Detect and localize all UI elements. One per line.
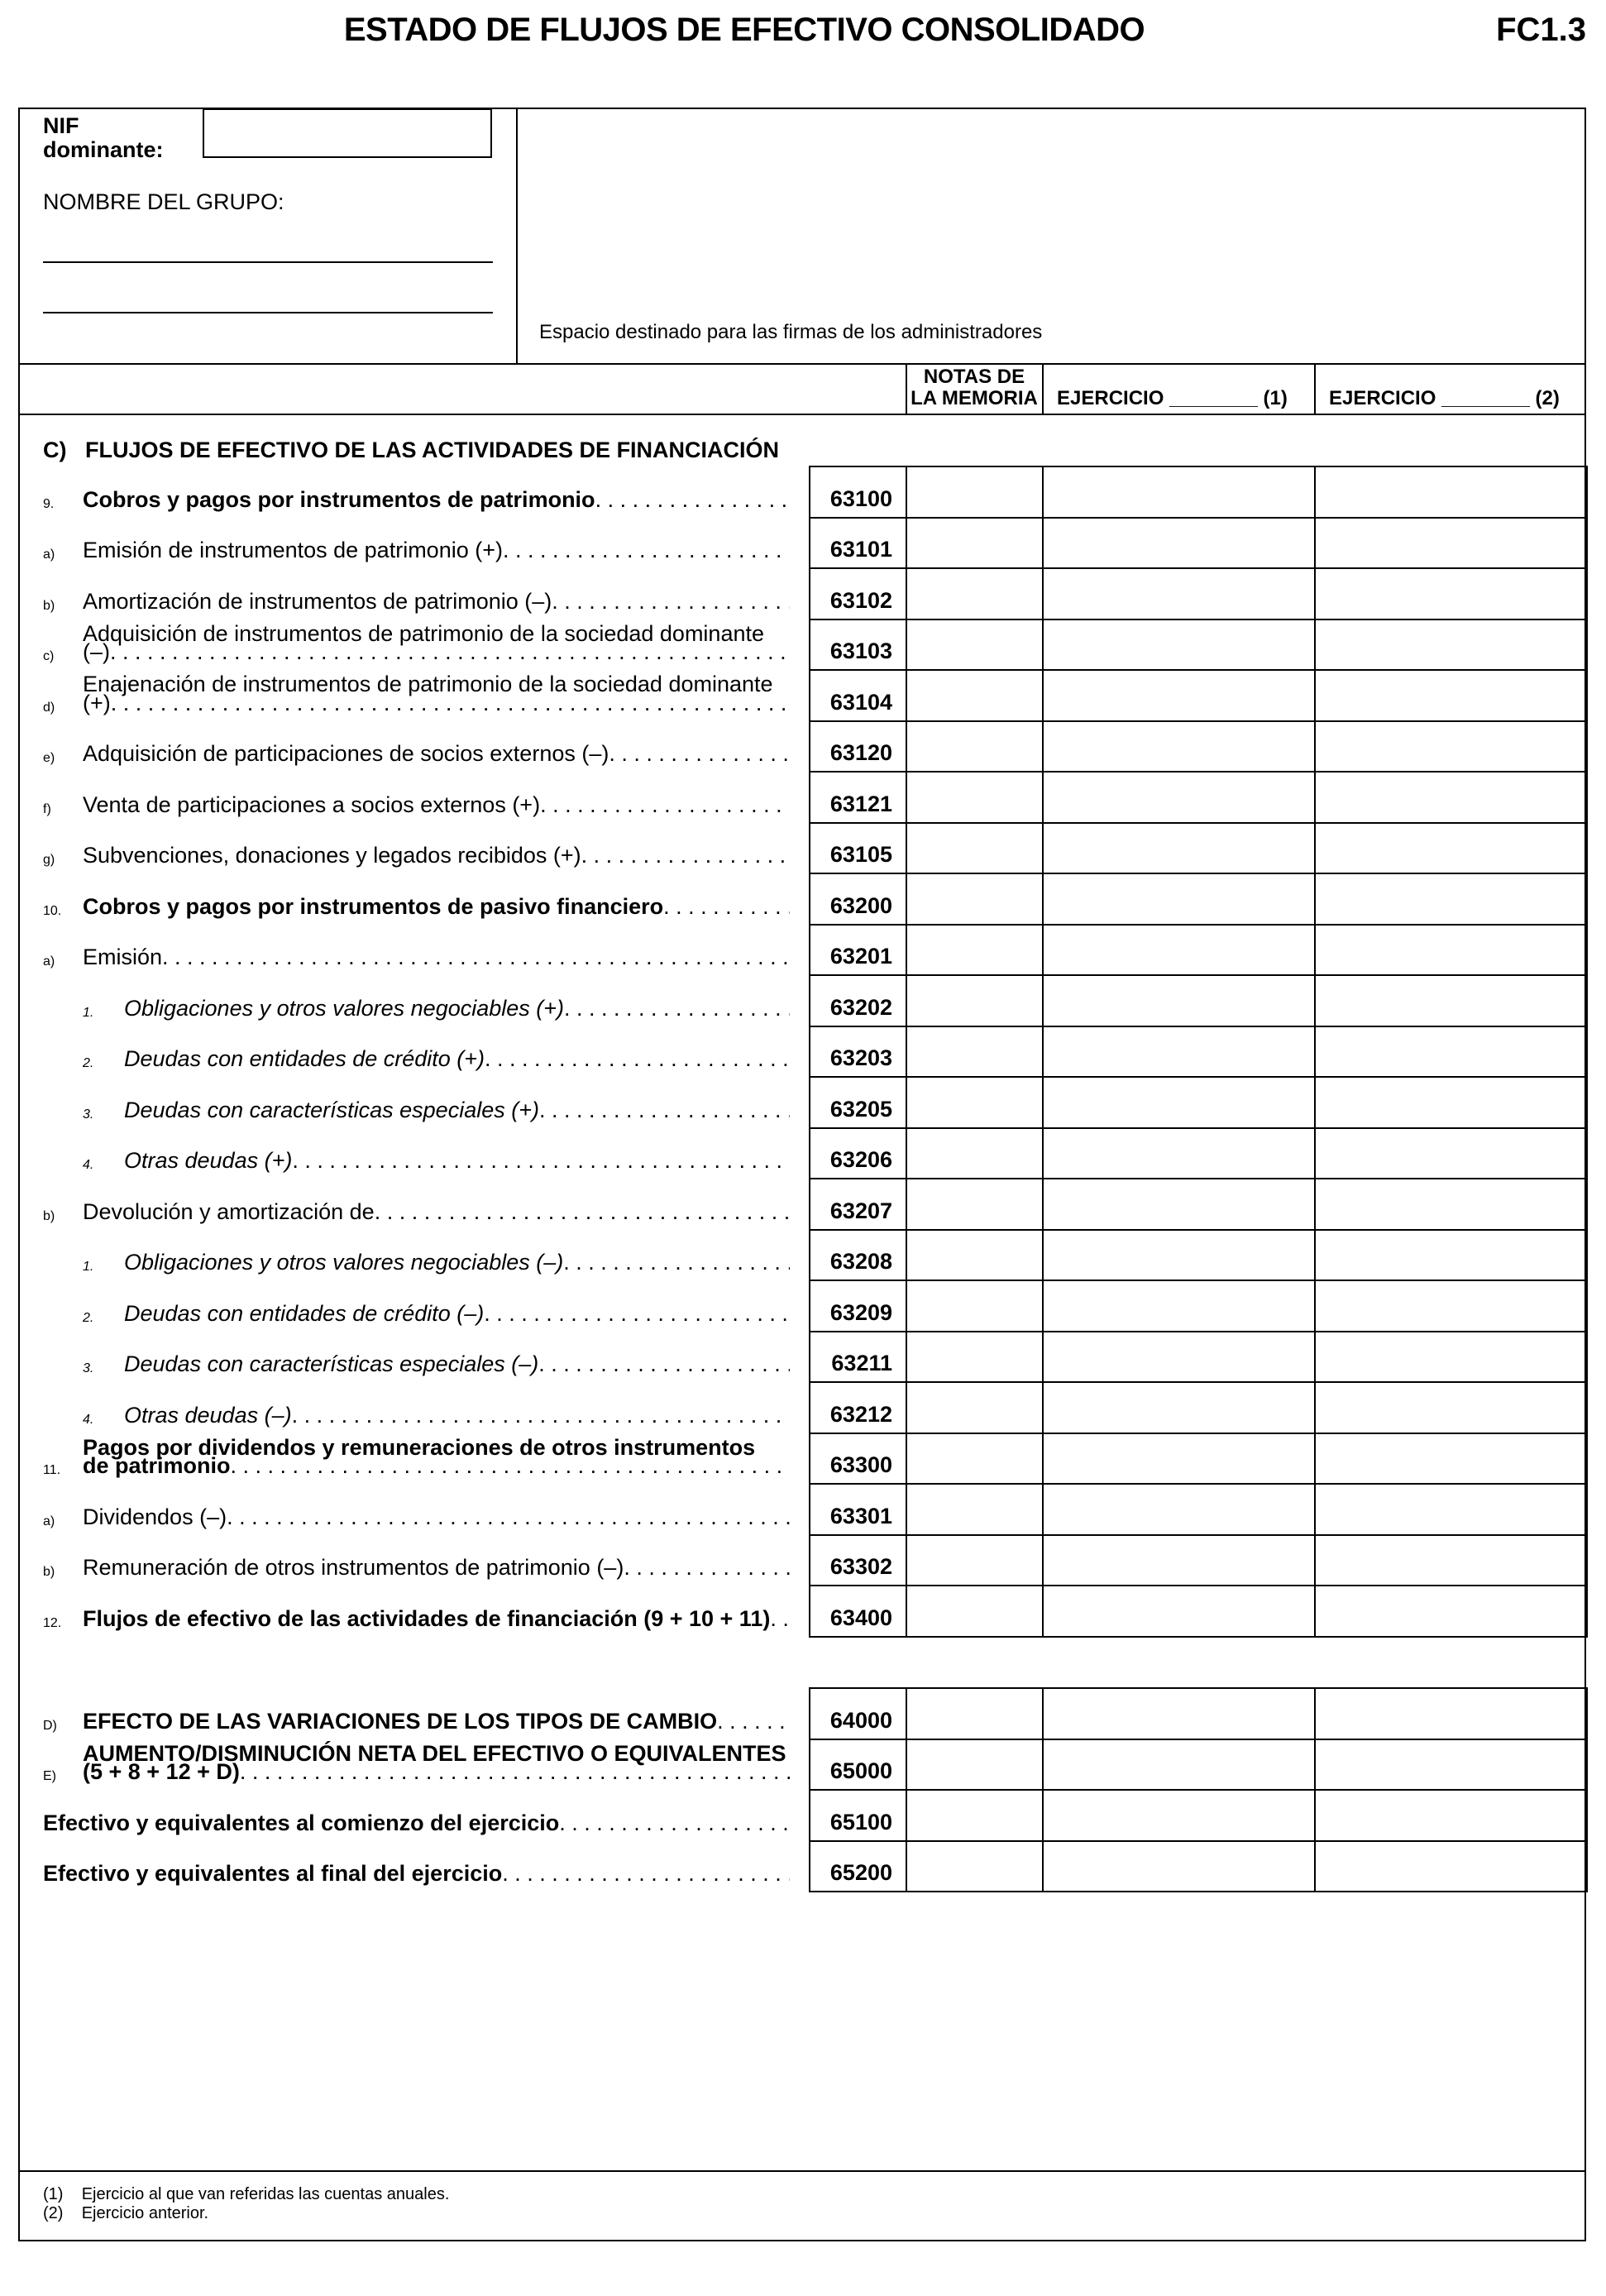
year2-cell[interactable] — [1314, 1433, 1588, 1485]
row-prefix: a) — [43, 954, 55, 969]
row-text: Amortización de instrumentos de patrimonio (–) . . . — [83, 590, 790, 614]
row-code: 63101 — [809, 517, 907, 570]
row-code: 63208 — [809, 1229, 907, 1282]
table-row — [0, 720, 1606, 772]
notes-cell[interactable] — [906, 1280, 1044, 1332]
group-name-line-1[interactable] — [43, 261, 493, 263]
row-code: 63203 — [809, 1026, 907, 1079]
table-row — [0, 771, 1606, 822]
table-row — [0, 1280, 1606, 1331]
row-code: 63300 — [809, 1433, 907, 1485]
table-row — [0, 619, 1606, 670]
row-text: Efectivo y equivalentes al comienzo del ejercicio . . . — [43, 1811, 790, 1835]
table-row — [0, 1840, 1606, 1892]
row-prefix: 11. — [43, 1463, 61, 1477]
row-text: Otras deudas (–) . . . — [124, 1404, 790, 1428]
year1-cell[interactable] — [1042, 1585, 1316, 1638]
row-prefix: D) — [43, 1718, 57, 1733]
table-row — [0, 1585, 1606, 1636]
year2-cell[interactable] — [1314, 924, 1588, 977]
row-text: Adquisición de participaciones de socios externos (–) . . . — [83, 742, 790, 766]
year2-cell[interactable] — [1314, 1789, 1588, 1842]
year2-cell[interactable] — [1314, 720, 1588, 773]
row-code: 63200 — [809, 873, 907, 926]
group-name-line-2[interactable] — [43, 312, 493, 313]
table-row — [0, 669, 1606, 720]
year1-cell[interactable] — [1042, 924, 1316, 977]
row-text: Remuneración de otros instrumentos de patrimonio (–) . . . — [83, 1556, 790, 1580]
table-row — [0, 1483, 1606, 1534]
notes-cell[interactable] — [906, 1178, 1044, 1231]
year2-cell[interactable] — [1314, 1076, 1588, 1129]
table-row — [0, 517, 1606, 568]
year1-cell[interactable] — [1042, 1483, 1316, 1536]
row-text: Subvenciones, donaciones y legados recibidos (+) . . . — [83, 844, 790, 868]
year1-cell[interactable] — [1042, 873, 1316, 926]
row-prefix: 12. — [43, 1615, 62, 1630]
row-text: Dividendos (–) . . . — [83, 1505, 790, 1529]
year1-cell[interactable] — [1042, 619, 1316, 672]
notes-cell[interactable] — [906, 924, 1044, 977]
row-prefix: E) — [43, 1769, 56, 1783]
row-prefix: 4. — [83, 1158, 94, 1172]
notes-cell[interactable] — [906, 1127, 1044, 1180]
table-row — [0, 1076, 1606, 1127]
table-row — [0, 1026, 1606, 1077]
row-prefix: 3. — [83, 1107, 94, 1122]
year1-cell[interactable] — [1042, 567, 1316, 620]
year1-cell[interactable] — [1042, 466, 1316, 519]
row-code: 63301 — [809, 1483, 907, 1536]
notes-cell[interactable] — [906, 567, 1044, 620]
row-prefix: b) — [43, 598, 55, 613]
row-code: 65200 — [809, 1840, 907, 1893]
table-row — [0, 974, 1606, 1026]
row-text: Deudas con entidades de crédito (–) . . . — [124, 1302, 790, 1326]
notes-cell[interactable] — [906, 720, 1044, 773]
row-code: 63120 — [809, 720, 907, 773]
year1-cell[interactable] — [1042, 1229, 1316, 1282]
year2-cell[interactable] — [1314, 1381, 1588, 1434]
year1-cell[interactable] — [1042, 1381, 1316, 1434]
row-text: Flujos de efectivo de las actividades de financiación (9 + 10 + 11) . . . — [83, 1607, 790, 1631]
row-code: 63205 — [809, 1076, 907, 1129]
row-text: Cobros y pagos por instrumentos de patrimonio . . . — [83, 488, 790, 512]
year1-cell[interactable] — [1042, 1534, 1316, 1587]
year2-cell[interactable] — [1314, 1280, 1588, 1332]
year2-cell[interactable] — [1314, 1585, 1588, 1638]
row-text: Deudas con características especiales (–) . . . — [124, 1352, 790, 1376]
form-title: ESTADO DE FLUJOS DE EFECTIVO CONSOLIDADO — [343, 12, 1145, 48]
row-prefix: 4. — [83, 1412, 94, 1427]
col-divider-y2 — [1314, 363, 1316, 414]
footnotes — [43, 2185, 449, 2223]
row-prefix: 1. — [83, 1260, 94, 1274]
row-prefix: f) — [43, 801, 51, 816]
notes-cell[interactable] — [906, 619, 1044, 672]
row-text: EFECTO DE LAS VARIACIONES DE LOS TIPOS DE CAMBIO . . . — [83, 1710, 790, 1734]
year2-cell[interactable] — [1314, 974, 1588, 1027]
table-row — [0, 1229, 1606, 1280]
signature-space-label: Espacio destinado para las firmas de los administradores — [539, 321, 1043, 343]
year2-cell[interactable] — [1314, 669, 1588, 722]
row-code: 63105 — [809, 822, 907, 875]
year2-cell[interactable] — [1314, 1026, 1588, 1079]
row-code: 65000 — [809, 1739, 907, 1791]
notes-cell[interactable] — [906, 466, 1044, 519]
table-row — [0, 1331, 1606, 1382]
year1-column-header: EJERCICIO ________ (1) — [1057, 387, 1288, 409]
footnote-2: (2) Ejercicio anterior. — [43, 2204, 209, 2222]
row-prefix: b) — [43, 1565, 55, 1579]
footnote-1: (1) Ejercicio al que van referidas las cuentas anuales. — [43, 2185, 450, 2203]
row-code: 64000 — [809, 1687, 907, 1740]
row-code: 63212 — [809, 1381, 907, 1434]
table-row — [0, 1739, 1606, 1790]
row-text: Deudas con entidades de crédito (+) . . . — [124, 1047, 790, 1071]
row-text-line1: Enajenación de instrumentos de patrimonio de la sociedad dominante — [83, 672, 773, 696]
row-prefix: c) — [43, 649, 55, 663]
row-code: 63102 — [809, 567, 907, 620]
row-code: 65100 — [809, 1789, 907, 1842]
notes-cell[interactable] — [906, 1229, 1044, 1282]
year2-cell[interactable] — [1314, 619, 1588, 672]
row-code: 63206 — [809, 1127, 907, 1180]
notes-cell[interactable] — [906, 1381, 1044, 1434]
col-divider-notes — [906, 363, 907, 414]
year1-cell[interactable] — [1042, 1127, 1316, 1180]
notes-cell[interactable] — [906, 1433, 1044, 1485]
row-text: Otras deudas (+) . . . — [124, 1149, 790, 1173]
row-text: de patrimonio . . . — [83, 1454, 790, 1478]
row-text: Deudas con características especiales (+) . . . — [124, 1098, 790, 1122]
year2-cell[interactable] — [1314, 1178, 1588, 1231]
row-text: Efectivo y equivalentes al final del ejercicio . . . — [43, 1862, 790, 1886]
row-prefix: e) — [43, 751, 55, 765]
notes-cell[interactable] — [906, 1026, 1044, 1079]
year2-cell[interactable] — [1314, 1534, 1588, 1587]
year2-cell[interactable] — [1314, 466, 1588, 519]
notes-cell[interactable] — [906, 1331, 1044, 1384]
year1-cell[interactable] — [1042, 1026, 1316, 1079]
row-code: 63302 — [809, 1534, 907, 1587]
row-text: Venta de participaciones a socios externos (+) . . . — [83, 793, 790, 817]
year2-cell[interactable] — [1314, 1127, 1588, 1180]
row-text: Obligaciones y otros valores negociables (+) . . . — [124, 997, 790, 1021]
table-row — [0, 1381, 1606, 1433]
notes-cell[interactable] — [906, 873, 1044, 926]
year2-cell[interactable] — [1314, 771, 1588, 824]
table-row — [0, 1534, 1606, 1586]
row-prefix: 2. — [83, 1310, 94, 1325]
year2-cell[interactable] — [1314, 822, 1588, 875]
table-row — [0, 1178, 1606, 1229]
notes-cell[interactable] — [906, 669, 1044, 722]
year1-cell[interactable] — [1042, 1687, 1316, 1740]
year1-cell[interactable] — [1042, 1789, 1316, 1842]
group-name-label: NOMBRE DEL GRUPO: — [43, 189, 284, 214]
table-row — [0, 567, 1606, 619]
table-row — [0, 822, 1606, 873]
row-code: 63400 — [809, 1585, 907, 1638]
notes-cell[interactable] — [906, 517, 1044, 570]
row-code: 63121 — [809, 771, 907, 824]
table-row — [0, 924, 1606, 975]
year2-cell[interactable] — [1314, 1229, 1588, 1282]
table-row — [0, 466, 1606, 517]
row-code: 63100 — [809, 466, 907, 519]
row-text: (5 + 8 + 12 + D) . . . — [83, 1760, 790, 1784]
notes-cell[interactable] — [906, 1483, 1044, 1536]
row-code: 63211 — [809, 1331, 907, 1384]
footnote-divider — [18, 2170, 1586, 2172]
year1-cell[interactable] — [1042, 517, 1316, 570]
nif-label: NIF dominante: — [43, 113, 164, 162]
row-text: Devolución y amortización de . . . — [83, 1200, 790, 1224]
year1-cell[interactable] — [1042, 1280, 1316, 1332]
row-prefix: 3. — [83, 1361, 94, 1375]
row-code: 63103 — [809, 619, 907, 672]
row-prefix: 9. — [43, 496, 55, 511]
year2-column-header: EJERCICIO ________ (2) — [1329, 387, 1560, 409]
notes-cell[interactable] — [906, 1534, 1044, 1587]
year2-cell[interactable] — [1314, 567, 1588, 620]
header-divider — [18, 363, 1586, 365]
notes-cell[interactable] — [906, 1840, 1044, 1893]
notes-cell[interactable] — [906, 1585, 1044, 1638]
notes-column-header: NOTAS DE LA MEMORIA — [911, 366, 1038, 409]
row-text-line1: Pagos por dividendos y remuneraciones de otros instrumentos — [83, 1434, 756, 1460]
year2-cell[interactable] — [1314, 1840, 1588, 1893]
notes-cell[interactable] — [906, 974, 1044, 1027]
year2-cell[interactable] — [1314, 1483, 1588, 1536]
form-code: FC1.3 — [1496, 12, 1586, 48]
notes-cell[interactable] — [906, 1076, 1044, 1129]
row-code: 63104 — [809, 669, 907, 722]
row-text: (+) . . . — [83, 691, 790, 715]
year2-cell[interactable] — [1314, 1739, 1588, 1791]
row-code: 63201 — [809, 924, 907, 977]
row-prefix: a) — [43, 1514, 55, 1528]
row-text: Obligaciones y otros valores negociables (–) . . . — [124, 1251, 790, 1275]
table-row — [0, 873, 1606, 924]
section-c-title: C) FLUJOS DE EFECTIVO DE LAS ACTIVIDADES DE FINANCIACIÓN — [43, 438, 780, 462]
row-prefix: 2. — [83, 1056, 94, 1070]
row-text: Cobros y pagos por instrumentos de pasivo financiero . . . — [83, 895, 790, 919]
year1-cell[interactable] — [1042, 1739, 1316, 1791]
row-prefix: 1. — [83, 1005, 94, 1020]
row-prefix: b) — [43, 1208, 55, 1223]
table-row — [0, 1789, 1606, 1840]
row-code: 63209 — [809, 1280, 907, 1332]
notes-cell[interactable] — [906, 1739, 1044, 1791]
year2-cell[interactable] — [1314, 873, 1588, 926]
notes-cell[interactable] — [906, 771, 1044, 824]
row-text-line1: Adquisición de instrumentos de patrimonio de la sociedad dominante — [83, 620, 765, 646]
notes-cell[interactable] — [906, 1789, 1044, 1842]
year1-cell[interactable] — [1042, 1331, 1316, 1384]
row-text: Emisión de instrumentos de patrimonio (+) . . . — [83, 538, 790, 562]
year1-cell[interactable] — [1042, 1433, 1316, 1485]
row-text: (–) . . . — [83, 640, 790, 664]
row-prefix: g) — [43, 853, 55, 867]
col-divider-y1 — [1042, 363, 1044, 414]
year2-cell[interactable] — [1314, 1687, 1588, 1740]
year1-cell[interactable] — [1042, 822, 1316, 875]
notes-cell[interactable] — [906, 822, 1044, 875]
table-row — [0, 1687, 1606, 1739]
column-header-divider — [18, 414, 1586, 415]
year1-cell[interactable] — [1042, 1178, 1316, 1231]
year1-cell[interactable] — [1042, 974, 1316, 1027]
table-row — [0, 1433, 1606, 1484]
row-code: 63207 — [809, 1178, 907, 1231]
row-text-line1: AUMENTO/DISMINUCIÓN NETA DEL EFECTIVO O EQUIVALENTES — [83, 1740, 786, 1766]
year1-cell[interactable] — [1042, 1076, 1316, 1129]
year2-cell[interactable] — [1314, 1331, 1588, 1384]
row-prefix: 10. — [43, 903, 62, 918]
row-prefix: d) — [43, 700, 55, 715]
signature-divider — [516, 108, 518, 364]
table-row — [0, 1127, 1606, 1179]
year1-cell[interactable] — [1042, 771, 1316, 824]
year1-cell[interactable] — [1042, 720, 1316, 773]
year2-cell[interactable] — [1314, 517, 1588, 570]
year1-cell[interactable] — [1042, 669, 1316, 722]
row-code: 63202 — [809, 974, 907, 1027]
year1-cell[interactable] — [1042, 1840, 1316, 1893]
notes-cell[interactable] — [906, 1687, 1044, 1740]
row-prefix: a) — [43, 548, 55, 562]
nif-field[interactable] — [203, 108, 492, 158]
row-text: Emisión . . . — [83, 945, 790, 969]
